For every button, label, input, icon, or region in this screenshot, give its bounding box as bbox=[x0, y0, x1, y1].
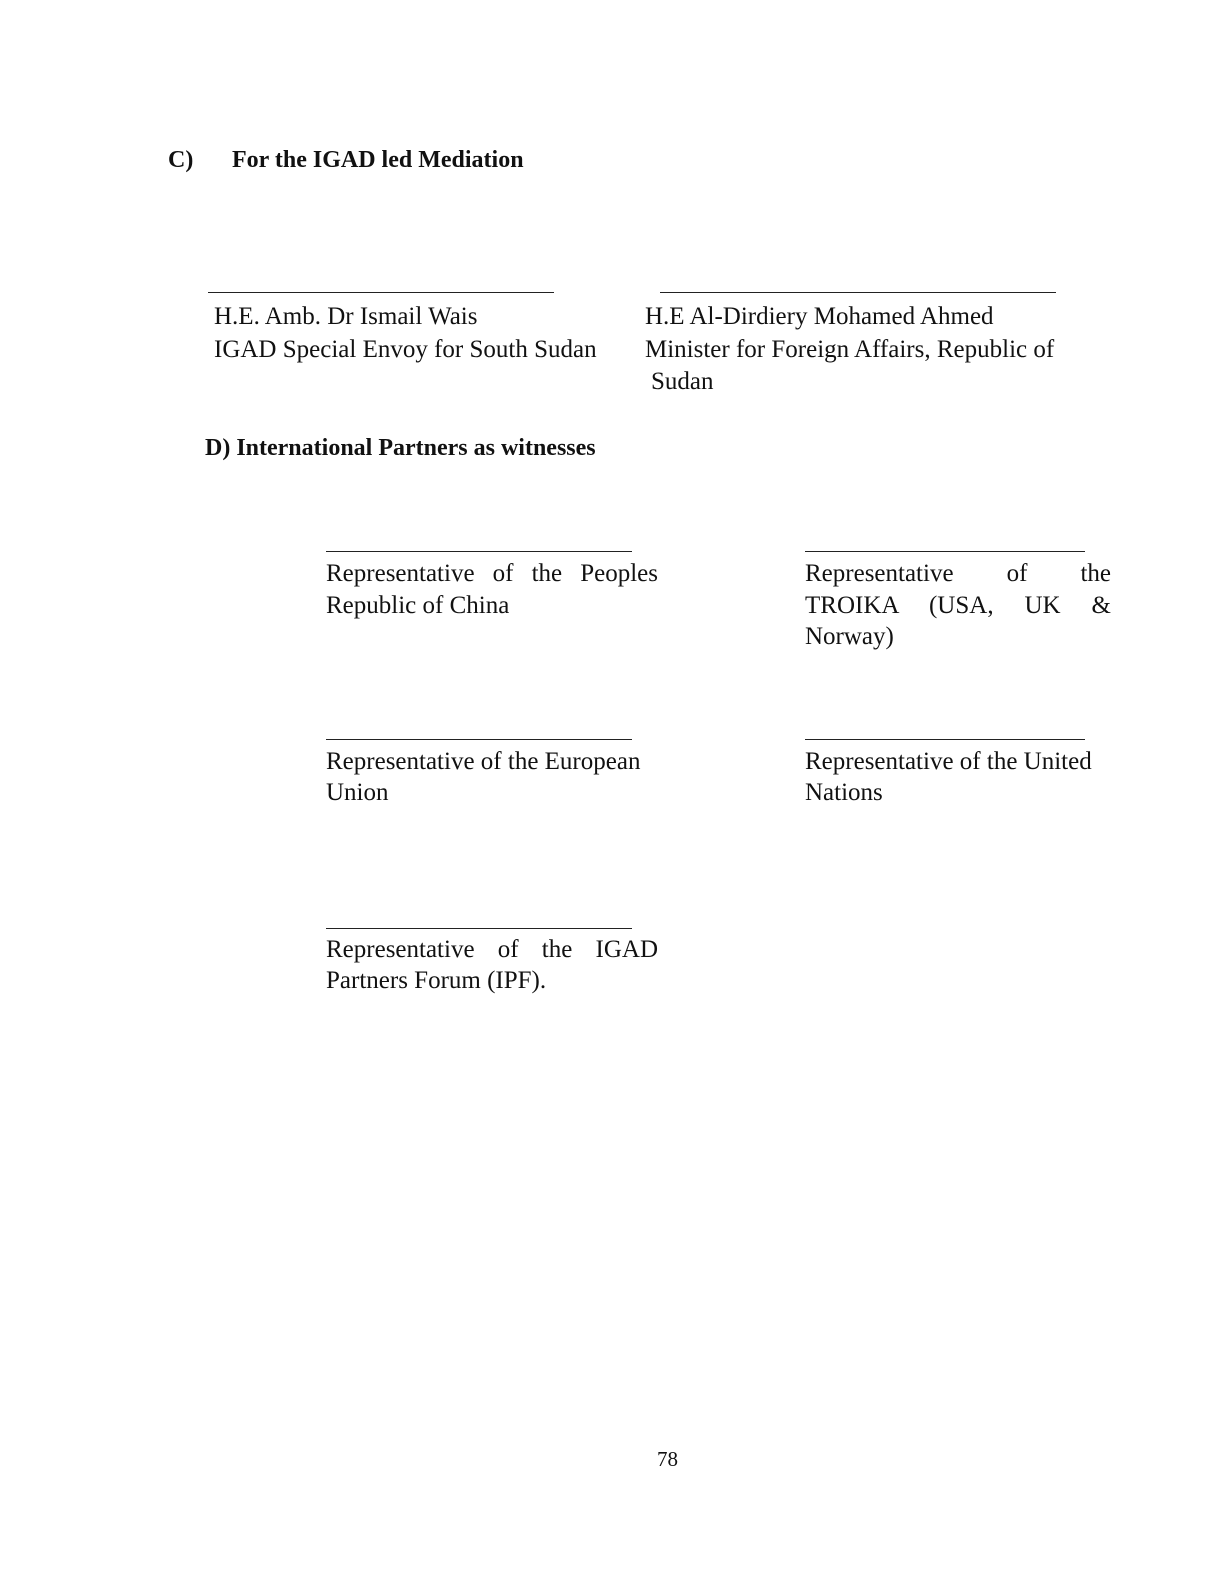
signatory-title-cont: Sudan bbox=[651, 368, 714, 395]
signatory-title: IGAD Special Envoy for South Sudan bbox=[214, 336, 597, 363]
signature-line-eu bbox=[326, 739, 632, 740]
witness-line2: Nations bbox=[805, 779, 883, 806]
signature-line-troika bbox=[805, 551, 1085, 552]
signatory-name: H.E. Amb. Dr Ismail Wais bbox=[214, 303, 478, 330]
witness-line2: Union bbox=[326, 779, 389, 806]
witness-line2: Republic of China bbox=[326, 592, 510, 619]
witness-line1: Representative of the European bbox=[326, 748, 641, 775]
signature-line-igad-envoy bbox=[208, 292, 554, 293]
signature-line-un bbox=[805, 739, 1085, 740]
witness-line1: Representative of the bbox=[805, 560, 1111, 587]
signature-line-sudan-minister bbox=[660, 292, 1056, 293]
signatory-name: H.E Al-Dirdiery Mohamed Ahmed bbox=[645, 303, 994, 330]
signature-line-china bbox=[326, 551, 632, 552]
witness-line1: Representative of the IGAD bbox=[326, 936, 658, 963]
witness-line1: Representative of the United bbox=[805, 748, 1092, 775]
signatory-title: Minister for Foreign Affairs, Republic of bbox=[645, 336, 1055, 363]
witness-line1: Representative of the Peoples bbox=[326, 560, 658, 587]
witness-line2: Partners Forum (IPF). bbox=[326, 967, 547, 994]
section-d-title: D) International Partners as witnesses bbox=[205, 435, 596, 461]
witness-line2: TROIKA (USA, UK & bbox=[805, 592, 1111, 619]
signature-line-ipf bbox=[326, 928, 632, 929]
section-c-title: For the IGAD led Mediation bbox=[232, 147, 524, 173]
section-c-label: C) bbox=[168, 147, 194, 173]
witness-line3: Norway) bbox=[805, 623, 894, 650]
page-number: 78 bbox=[657, 1447, 678, 1471]
